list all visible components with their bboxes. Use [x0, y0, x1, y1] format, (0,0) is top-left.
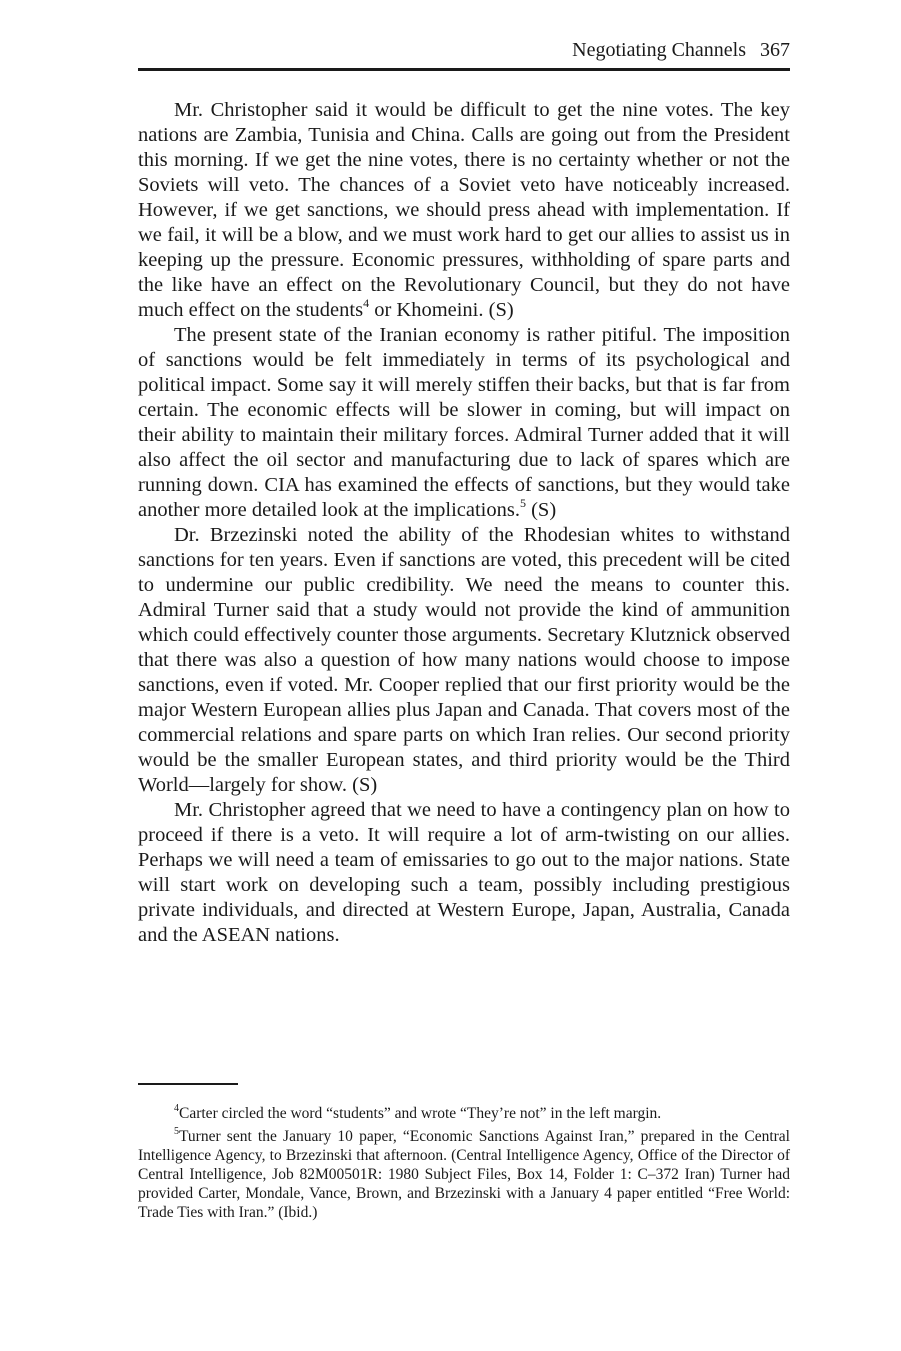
running-head — [138, 36, 790, 66]
footnote-text: Turner sent the January 10 paper, “Economic Sanctions Against Iran,” prepared in the Central Intelligence Agency, to Brzezinski that afternoon. (Central Intelligence Agency, Office of the Director of Central Intelligence, Job 82M00501R: 1980 Subject Files, Box 14, Folder 1: C–372 Iran) Turner had provided Carter, Mondale, Vance, Brown, and Brzezinski with a January 4 paper entitled “Free World: Trade Ties with Iran.” (Ibid.) — [138, 1128, 790, 1221]
paragraph-1-text: Mr. Christopher said it would be difficult to get the nine votes. The key nations are Zambia, Tunisia and China. Calls are going out from the President this morning. If we get the nine votes, there is no certainty whether or not the Soviets will veto. The chances of a Soviet veto have noticeably increased. However, if we get sanctions, we should press ahead with implementation. If we fail, it will be a blow, and we must work hard to get our allies to assist us in keeping up the pressure. Economic pressures, withholding of spare parts and the like have an effect on the Revolutionary Council, but they do not have much effect on the students — [138, 99, 790, 321]
footnote-number: 5 — [174, 1125, 179, 1137]
header-rule — [138, 68, 790, 71]
paragraph-3: Dr. Brzezinski noted the ability of the Rhodesian whites to withstand sanctions for ten years. Even if sanctions are voted, this precedent will be cited to undermine our public credibility. We need the means to counter this. Admiral Turner said that a study would not provide the kind of ammunition which could effectively counter those arguments. Secretary Klutznick observed that there was also a question of how many nations would choose to impose sanctions, even if voted. Mr. Cooper replied that our first priority would be the major Western European allies plus Japan and Canada. That covers most of the commercial relations and spare parts on which Iran relies. Our second priority would be the smaller European states, and third priority would be the Third World—largely for show. (S) — [138, 524, 790, 796]
footnote-text: Carter circled the word “students” and wrote “They’re not” in the left margin. — [179, 1105, 662, 1122]
page-number: 367 — [760, 39, 790, 61]
paragraph-1 — [138, 98, 790, 323]
footnotes — [138, 1104, 790, 1226]
paragraph-1-tail: or Khomeini. (S) — [369, 299, 514, 321]
paragraph-2-text: The present state of the Iranian economy is rather pitiful. The imposition of sanctions would be felt immediately in terms of its psychological and political impact. Some say it will merely stiffen their backs, but that is far from certain. The economic effects will be slower in coming, but will impact on their ability to maintain their military forces. Admiral Turner added that it will also affect the oil sector and manufacturing due to lack of spares which are running down. CIA has examined the effects of sanctions, but they would take another more detailed look at the implications. — [138, 324, 790, 521]
paragraph-2 — [138, 323, 790, 523]
paragraph-4: Mr. Christopher agreed that we need to have a contingency plan on how to proceed if there is a veto. It will require a lot of arm-twisting on our allies. Perhaps we will need a team of emissaries to go out to the major nations. State will start work on developing such a team, possibly including prestigious private individuals, and directed at Western Europe, Japan, Australia, Canada and the ASEAN nations. — [138, 799, 790, 946]
footnote-rule — [138, 1083, 238, 1085]
footnote-number: 4 — [174, 1102, 179, 1114]
running-title: Negotiating Channels — [572, 39, 746, 61]
paragraph-2-tail: (S) — [525, 499, 557, 521]
footnote-ref-4: 4 — [363, 296, 370, 311]
footnote-5 — [138, 1127, 790, 1222]
body-text — [138, 98, 790, 948]
footnote-4 — [138, 1104, 790, 1123]
footnote-ref-5: 5 — [519, 496, 526, 511]
